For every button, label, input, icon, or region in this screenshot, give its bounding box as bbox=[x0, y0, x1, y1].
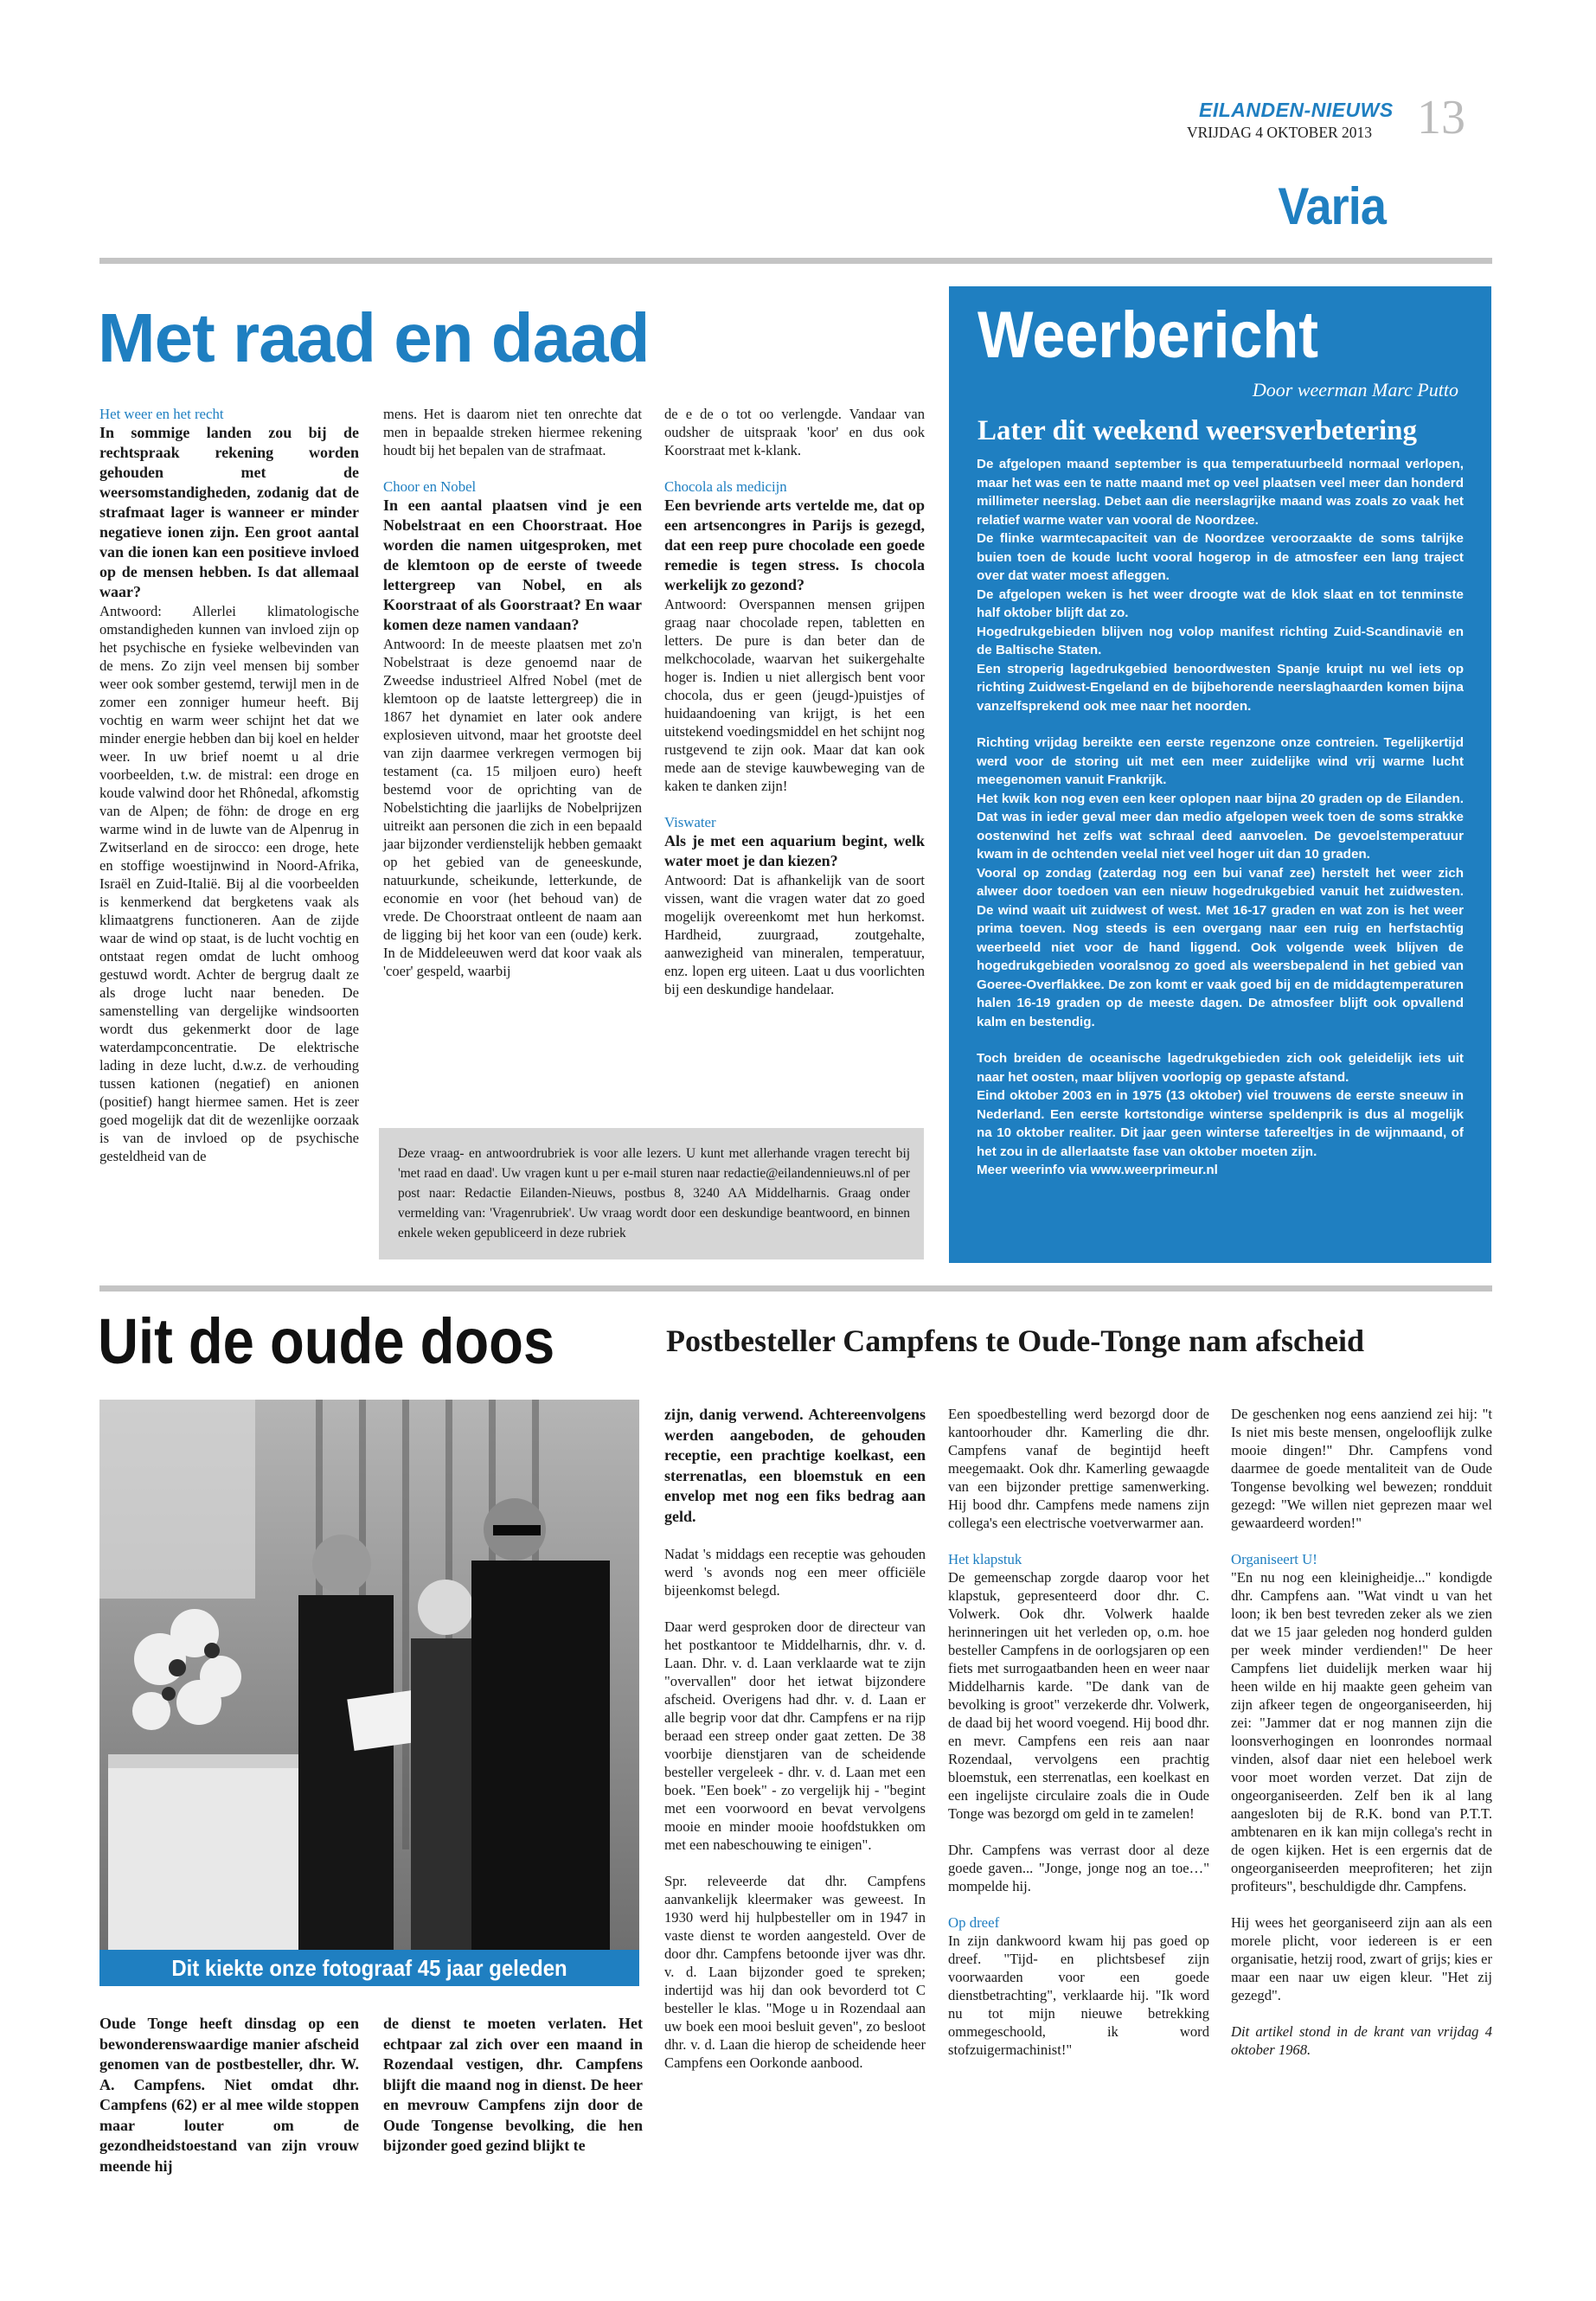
doos-headline: Postbesteller Campfens te Oude-Tonge nam afscheid bbox=[666, 1324, 1364, 1358]
raad-column-1 bbox=[99, 405, 359, 1165]
historic-photo bbox=[99, 1400, 639, 1950]
paragraph: Nadat 's middags een receptie was gehouden werd 's avonds nog een meer officiële bijeenkomst belegd. bbox=[664, 1546, 926, 1599]
weer-body bbox=[977, 455, 1464, 1180]
masthead-logo: EILANDEN-NIEUWS bbox=[1199, 99, 1394, 121]
subheading: Viswater bbox=[664, 814, 716, 830]
issue-date: VRIJDAG 4 OKTOBER 2013 bbox=[1187, 124, 1373, 141]
paragraph: Dhr. Campfens was verrast door al deze goede gaven... "Jonge, jonge nog an toe…" mompelde hij. bbox=[948, 1842, 1209, 1894]
weer-paragraph: Eind oktober 2003 en in 1975 (13 oktober) viel trouwens de eerste sneeuw in Nederland. Een eerste kortstondige winterse speldenprik is dus al mogelijk na 10 oktober realiter. Dit jaar geen winterse tafereeltjes in de wijnmaand, of het zou in de allerlaatste fase van oktober moeten zijn. bbox=[977, 1088, 1464, 1159]
middle-divider bbox=[99, 1285, 1492, 1292]
paragraph: Een spoedbestelling werd bezorgd door de kantoorhouder dhr. Kamerling die dhr. Campfens vanaf de begintijd heeft meegemaakt. Ook dhr. Kamerling gewaagde van een bijzonder prettige samenwerking. Hij bood dhr. Campfens mede namens zijn collega's een electrische voetverwarmer aan. bbox=[948, 1406, 1209, 1531]
question: Als je met een aquarium begint, welk water moet je dan kiezen? bbox=[664, 832, 925, 869]
doos-column-4 bbox=[948, 1405, 1209, 2059]
weer-paragraph: Een stroperig lagedrukgebied benoordwesten Spanje kruipt nu wel iets op richting Zuidwest-Engeland en de bijbehorende neerslaghaarden komen bijna vanzelfsprekend ook mee naar het noorden. bbox=[977, 661, 1464, 714]
weer-byline: Door weerman Marc Putto bbox=[1252, 379, 1458, 401]
subheading: Organiseert U! bbox=[1231, 1551, 1317, 1567]
weer-paragraph: Het kwik kon nog even een keer oplopen naar bijna 20 graden op de Eilanden. Dat was in ieder geval meer dan medio afgelopen week toen de soms strakke oostenwind het zelfs wat schraal deed aanvoelen. De gevoelstemperatuur kwam in de ochtenden veelal niet veel hoger uit dan 10 graden. bbox=[977, 791, 1464, 862]
paragraph: mens. Het is daarom niet ten onrechte dat men in bepaalde streken hiermee rekening houdt bij het bepalen van de strafmaat. bbox=[383, 406, 642, 458]
photo-caption: Dit kiekte onze fotograaf 45 jaar geleden bbox=[171, 1955, 567, 1981]
section-title: Varia bbox=[1278, 177, 1386, 235]
paragraph: Antwoord: Dat is afhankelijk van de soort vissen, want die vragen water dat zo goed mogelijk overeenkomt met hun herkomst. Hardheid, zuurgraad, zoutgehalte, aanwezigheid van mineralen, temperatuur, enz. lopen erg uiteen. Laat u dus voorlichten bij een deskundige handelaar. bbox=[664, 872, 925, 997]
doos-column-5 bbox=[1231, 1405, 1492, 2059]
page-number: 13 bbox=[1417, 91, 1465, 144]
paragraph: De gemeenschap zorgde daarop voor het klapstuk, gepresenteerd door dhr. C. Volwerk. Ook dhr. Volwerk haalde herinneringen uit het verleden op, o.m. hoe besteller Campfens in de oorlogsjaren op een fiets met surrogaatbanden heen en weer naar Middelharnis karde. "De dank van de bevolking is groot" verzekerde dhr. Volwerk, de daad bij het woord voegend. Hij bood dhr. en mevr. Campfens een reis aan naar Rozendaal, vervolgens een prachtig bloemstuk, een sterrenatlas, een koelkast en een ingelijste circulaire zoals die in Oude Tonge was bezorgd om geld in te zamelen! bbox=[948, 1569, 1209, 1822]
paragraph: Antwoord: In de meeste plaatsen met zo'n Nobelstraat is deze genoemd naar de Zweedse industrieel Alfred Nobel (met de klemtoon op de laatste lettergreep) die in 1867 het dynamiet en later ook andere explosieven uitvond, maar het grootste deel van zijn daarmee verkregen vermogen bij testament (ca. 15 miljoen euro) heeft bestemd voor de oprichting van de Nobelstichting die jaarlijks de Nobelprijzen uitreikt aan personen die zich in een bepaald jaar bijzonder verdienstelijk hebben gemaakt op het gebied van de geneeskunde, natuurkunde, scheikunde, letterkunde, de economie en voor (het behoud van) de vrede. De Choorstraat ontleent de naam aan de ligging bij het koor van een (oude) kerk. In de Middeleeuwen werd dat koor vaak als 'coer' gespeld, waarbij bbox=[383, 636, 642, 979]
paragraph-spacer bbox=[977, 715, 1464, 734]
weer-paragraph: Meer weerinfo via www.weerprimeur.nl bbox=[977, 1163, 1218, 1177]
source-note: Dit artikel stond in de krant van vrijdag 4 oktober 1968. bbox=[1231, 2023, 1492, 2058]
weer-headline: Later dit weekend weersverbetering bbox=[977, 415, 1418, 446]
paragraph: Hij wees het georganiseerd zijn aan als een morele plicht, voor iedereen is er een organisatie, hetzij rood, zwart of grijs; kies er maar een naar uw eigen kleur. "Het zij gezegd". bbox=[1231, 1914, 1492, 2003]
top-divider bbox=[99, 258, 1492, 264]
paragraph: Antwoord: Overspannen mensen grijpen graag naar chocolade repen, tabletten en letters. De pure is dan beter dan de melkchocolade, waarvan het suikergehalte hoger is. Indien u niet allergisch bent voor chocola, dus er geen (jeugd-)puistjes of huidaandoening van krijgt, is het een uitstekend voedingsmiddel en het schijnt nog rustgevend te zijn ook. Maar dat kan ook mede aan de stevige kauwbeweging van de kaken te danken zijn! bbox=[664, 596, 925, 794]
raad-column-3 bbox=[664, 405, 925, 998]
subheading: Het klapstuk bbox=[948, 1551, 1022, 1567]
paragraph: de e de o tot oo verlengde. Vandaar van oudsher de uitspraak 'koor' en dus ook Koorstraat met k-klank. bbox=[664, 406, 925, 458]
weer-paragraph: Hogedrukgebieden blijven nog volop manifest richting Zuid-Scandinavië en de Baltische Staten. bbox=[977, 624, 1464, 657]
subheading: Chocola als medicijn bbox=[664, 478, 787, 495]
weer-title: Weerbericht bbox=[977, 298, 1319, 372]
doos-lead-a: Oude Tonge heeft dinsdag op een bewonderenswaardige manier afscheid genomen van de postbesteller, dhr. W. A. Campfens. Niet omdat dhr. Campfens (62) er al mee wilde stoppen maar louter om de gezondheidstoestand van zijn vrouw meende hij bbox=[99, 2015, 359, 2175]
paragraph-spacer bbox=[977, 1031, 1464, 1049]
lead-paragraph: zijn, danig verwend. Achtereenvolgens werden aangeboden, de gehouden receptie, een prachtige koelkast, een sterrenatlas, een bloemstuk en een envelop met nog een fiks bedrag aan geld. bbox=[664, 1406, 926, 1525]
raad-title: Met raad en daad bbox=[98, 299, 650, 376]
photo-caption-bar bbox=[99, 1950, 639, 1986]
paragraph: Daar werd gesproken door de directeur van het postkantoor te Middelharnis, dhr. v. d. Laan. Dhr. v. d. Laan verklaarde wat te zijn "overvallen" door het ietwat bijzondere afscheid. Overigens had dhr. v. d. Laan er alle begrip voor dat dhr. Campfens er na rijp beraad een streep onder gaat zetten. De 38 voorbije dienstjaren van de scheidende besteller vergeleek - dhr. v. d. Laan met een boek. "Een boek" - zo vergelijk hij - "begint met een voorwoord en bevat vervolgens mooie en minder mooie hoofdstukken om met een nabeschouwing te einigen". bbox=[664, 1618, 926, 1853]
question: Een bevriende arts vertelde me, dat op een artsencongres in Parijs is gezegd, dat een reep pure chocolade een goede remedie is tegen stress. Is chocola werkelijk zo gezond? bbox=[664, 497, 925, 593]
doos-column-3 bbox=[664, 1405, 926, 2072]
paragraph: In zijn dankwoord kwam hij pas goed op dreef. "Tijd- en plichtsbesef zijn voorwaarden voor een goede dienstbetrachting", verklaarde hij. "Ik word nu tot mijn nieuwe betrekking ommegeschoold, ik word stofzuigermachinist!" bbox=[948, 1932, 1209, 2058]
subheading: Choor en Nobel bbox=[383, 478, 477, 495]
paragraph: Antwoord: Allerlei klimatologische omstandigheden kunnen van invloed zijn op het psychische en fysieke welbevinden van de mens. Zo zijn veel mensen bij somber weer ook somber gestemd, terwijl men in de zomer een zonniger humeur heeft. Bij vochtig en warm weer schijnt het dat we minder energie hebben dan bij koel en helder weer. In uw brief noemt u al drie voorbeelden, t.w. de mistral: een droge en koude valwind door het Rhônedal, afkomstig van de Alpen; de föhn: de droge en erg warme wind in de luwte van de Alpenrug in Zwitserland en de sirocco: een droge, hete en stoffige woestijnwind in Noord-Afrika, Israël en Zuid-Italië. Bij al die voorbeelden is kenmerkend dat bergketens vaak als klimaatgrens functioneren. Aan de zijde waar de wind op staat, is de lucht vochtig en ontstaat regen omdat de lucht omhoog gestuwd wordt. Achter de bergrug daalt ze als droge lucht naar beneden. De samenstelling van dergelijke windsoorten wordt dus gekenmerkt door de lage waterdampconcentratie. De elektrische lading in deze lucht, d.w.z. de verhouding tussen kationen (negatief) en anionen (positief) hangt hiermee samen. Het is zeer goed mogelijk dat dit de wezenlijke oorzaak is van de invloed op de psychische gesteldheid van de bbox=[99, 603, 359, 1164]
doos-lead-b: de dienst te moeten verlaten. Het echtpaar zal zich over een maand in Rozendaal vestigen, dhr. Campfens blijft die maand nog in dienst. De heer en mevrouw Campfens zijn door de Oude Tongense bevolking, die hen bijzonder goed gezind blijkt te bbox=[383, 2015, 643, 2154]
weer-paragraph: Vooral op zondag (zaterdag nog een bui vanaf zee) herstelt het weer zich alweer door toedoen van een nieuw hogedrukgebied vanuit het zuidwesten. De wind waait uit zuidwest of west. Met 16-17 graden en wat zon is het weer prima toeven. Nog steeds is een overgang naar een ruig en herfstachtig weerbeeld niet voor de hand liggend. Ook volgende week blijven de hogedrukgebieden vooralsnog zo goed als weersbepalend in het gebied van Goeree-Overflakkee. De zon komt er vaak goed bij en de middagtemperaturen halen 16-19 graden op de meeste dagen. De atmosfeer blijft ook opvallend kalm en bestendig. bbox=[977, 865, 1464, 1029]
weer-paragraph: Richting vrijdag bereikte een eerste regenzone onze contreien. Tegelijkertijd werd voor de storing uit met een meer zuidelijke wind vrij warme lucht meegenomen vanuit Frankrijk. bbox=[977, 735, 1464, 787]
weer-paragraph: Toch breiden de oceanische lagedrukgebieden zich ook geleidelijk iets uit naar het oosten, maar blijven voorlopig op gepaste afstand. bbox=[977, 1051, 1464, 1085]
weer-paragraph: De afgelopen weken is het weer droogte wat de klok slaat en tot tenminste half oktober blijft dat zo. bbox=[977, 586, 1464, 620]
raad-infobox bbox=[379, 1128, 924, 1259]
raad-infobox-text: Deze vraag- en antwoordrubriek is voor alle lezers. U kunt met allerhande vragen terecht bij 'met raad en daad'. Uw vragen kunt u per e-mail sturen naar redactie@eilandennieuws.nl of per post naar: Redactie Eilanden-Nieuws, postbus 8, 3240 AA Middelharnis. Graag onder vermelding van: 'Vragenrubriek'. Uw vraag wordt door een deskundige beantwoord, en binnen enkele weken gepubliceerd in deze rubriek bbox=[398, 1146, 910, 1240]
paragraph: "En nu nog een kleinigheidje..." kondigde dhr. Campfens aan. "Wat vindt u van het loon; ik ben best tevreden zeker als we zien dat we 15 jaar geleden nog honderd gulden per week minder verdienden!" De heer Campfens liet duidelijk merken waar hij heen wilde en hij maakte geen geheim van zijn afkeer tegen de ongeorganiseerden, hij zei: "Jammer dat er nog mannen zijn die loonsverhogingen en loonrondes normaal vinden, alsof daar niet een heleboel werk voor moet worden verzet. Dat zijn de ongeorganiseerden. Zelf ben ik al lang aangesloten bij de R.K. bond van P.T.T. ambtenaren en ik kan mijn collega's recht in de ogen kijken. Het is een ergernis dat de ongeorganiseerden meeprofiteren; het zijn profiteurs", beschuldigde dhr. Campfens. bbox=[1231, 1569, 1492, 1894]
question: In een aantal plaatsen vind je een Nobelstraat en een Choorstraat. Hoe worden die namen uitgesproken, met de klemtoon op de eerste of tweede lettergreep van Nobel, en als Koorstraat of als Goorstraat? En waar komen deze namen vandaan? bbox=[383, 497, 642, 633]
question: In sommige landen zou bij de rechtspraak rekening worden gehouden met de weersomstandigheden, zodanig dat de strafmaat lager is wanneer er minder negatieve ionen zijn. Een groot aantal van die ionen kan een positieve invloed op de mensen hebben. Is dat allemaal waar? bbox=[99, 424, 359, 600]
historic-photo-image bbox=[99, 1400, 639, 1950]
weer-paragraph: De afgelopen maand september is qua temperatuurbeeld normaal verlopen, maar het was een te natte maand met op veel plaatsen veel meer dan honderd millimeter neerslag. Debet aan die neerslagrijke maand was zoals zo vaak het relatief warme water van vooral de Noordzee. bbox=[977, 457, 1464, 528]
raad-column-2 bbox=[383, 405, 642, 980]
paragraph: De geschenken nog eens aanziend zei hij: "t Is niet mis beste mensen, ongelooflijk zulke mooie dingen!" Dhr. Campfens vond daarmee de goede mentaliteit van de Oude Tongense bevolking wel bewezen; rondduit gezegd: "We willen niet geprezen maar wel gewaardeerd worden!" bbox=[1231, 1406, 1492, 1531]
doos-title: Uit de oude doos bbox=[98, 1305, 555, 1377]
subheading: Op dreef bbox=[948, 1914, 1000, 1931]
paragraph: Spr. releveerde dat dhr. Campfens aanvankelijk kleermaker was geweest. In 1930 werd hij hulpbesteller om in 1947 in vaste dienst te worden aangesteld. Over de door dhr. Campfens betoonde ijver was dhr. v. d. Laan bijzonder goed te spreken; indertijd was hij dan ook bevorderd tot C besteller le klas. "Moge u in Rozendaal aan uw boek een mooi besluit geven", zo besloot dhr. v. d. Laan die hierop de scheidende heer Campfens een Oorkonde aanbood. bbox=[664, 1873, 926, 2071]
weer-paragraph: De flinke warmtecapaciteit van de Noordzee veroorzaakte de soms talrijke buien toen de koude lucht vooral hogerop in de atmosfeer een lang traject over dat water moest afleggen. bbox=[977, 531, 1464, 583]
subheading: Het weer en het recht bbox=[99, 406, 224, 422]
